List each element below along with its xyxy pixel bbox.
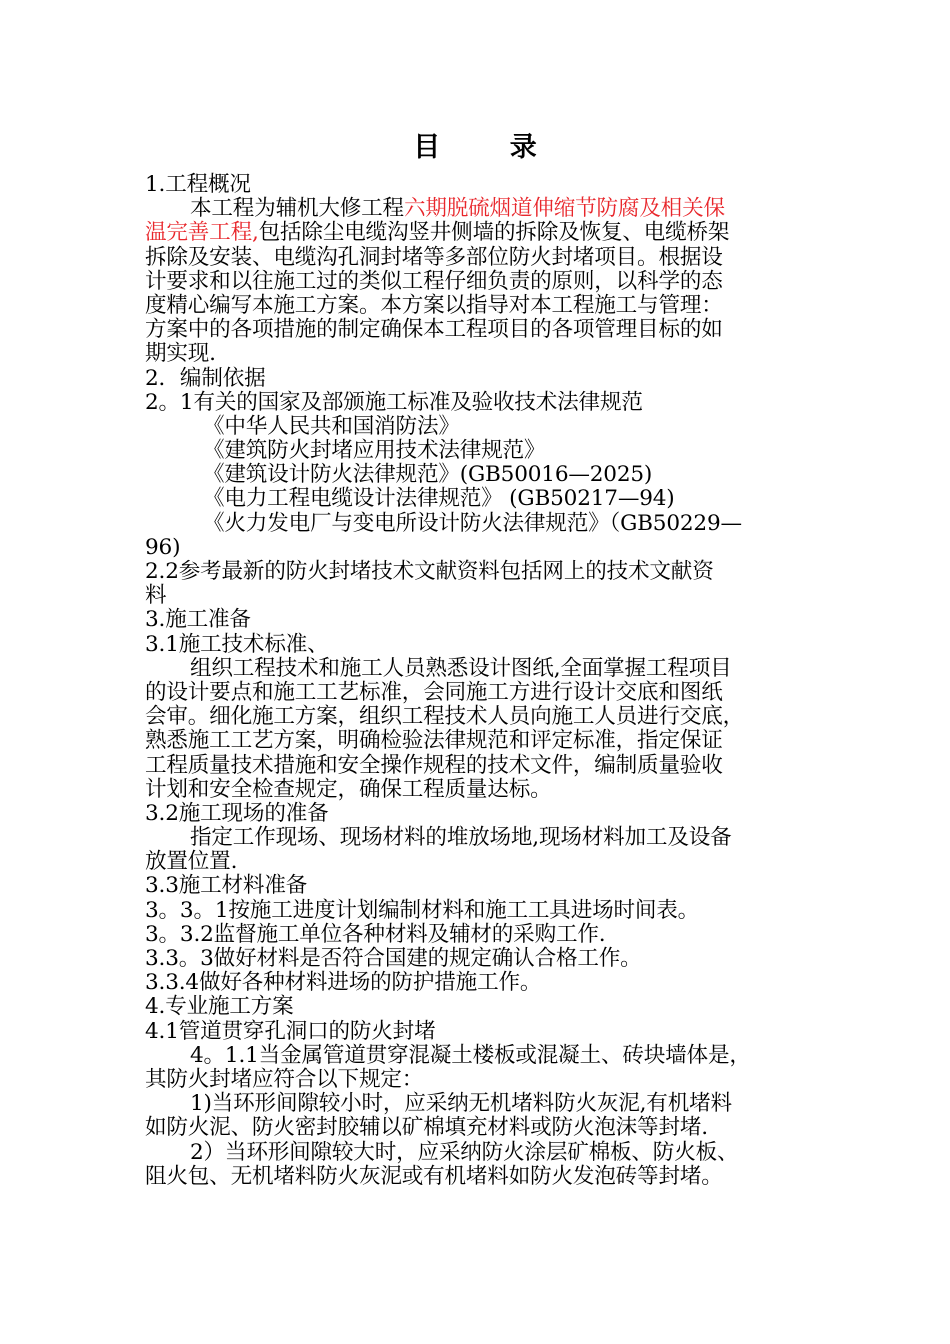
reference-item-continued: 96) [145, 534, 181, 560]
paragraph-line: 工程质量技术措施和安全操作规程的技术文件，编制质量验收 [145, 752, 723, 778]
paragraph-line: 放置位置. [145, 849, 238, 875]
paragraph-line [145, 197, 817, 221]
reference-item: 《建筑防火封堵应用技术法律规范》 [203, 438, 546, 464]
list-item: 1)当环形间隙较小时，应采纳无机堵料防火灰泥,有机堵料 [190, 1091, 732, 1117]
list-item: 3.3。3做好材料是否符合国建的规定确认合格工作。 [145, 946, 642, 971]
subsection-heading: 3.1施工技术标准、 [145, 631, 329, 657]
list-item-continued: 阻火包、无机堵料防火灰泥或有机堵料如防火发泡砖等封堵。 [145, 1163, 723, 1189]
page-title: 目 录 [413, 132, 567, 163]
section-heading: 3.施工准备 [145, 607, 251, 633]
paragraph-line: 度精心编写本施工方案。本方案以指导对本工程施工与管理： [145, 292, 723, 318]
list-item: 3.3.4做好各种材料进场的防护措施工作。 [145, 970, 542, 996]
subsection-heading: 3.2施工现场的准备 [145, 800, 329, 826]
paragraph-line: 的设计要点和施工工艺标准，会同施工方进行设计交底和图纸 [145, 679, 723, 705]
text-span: 本工程为辅机大修工程 [190, 196, 404, 222]
section-heading: 1.工程概况 [145, 172, 251, 197]
paragraph-line: 熟悉施工工艺方案，明确检验法律规范和评定标准，指定保证 [145, 728, 723, 754]
list-item: 3。3。1按施工进度计划编制材料和施工工具进场时间表。 [145, 897, 700, 923]
reference-item: 《中华人民共和国消防法》 [203, 413, 460, 439]
list-item: 3。3.2监督施工单位各种材料及辅材的采购工作. [145, 921, 606, 947]
highlight-text: 温完善工程, [145, 220, 259, 246]
paragraph-line: 其防火封堵应符合以下规定： [145, 1066, 424, 1092]
paragraph-line: 组织工程技术和施工人员熟悉设计图纸,全面掌握工程项目 [190, 655, 732, 681]
paragraph-line: 4。1.1当金属管道贯穿混凝土楼板或混凝土、砖块墙体是， [190, 1042, 751, 1068]
document-body [145, 173, 817, 1189]
paragraph-line: 方案中的各项措施的制定确保本工程项目的各项管理目标的如 [145, 317, 723, 343]
section-heading: 4.专业施工方案 [145, 994, 294, 1020]
paragraph-line: 计要求和以往施工过的类似工程仔细负责的原则，以科学的态 [145, 268, 723, 294]
list-item-continued: 如防火泥、防火密封胶辅以矿棉填充材料或防火泡沫等封堵. [145, 1115, 708, 1141]
reference-item: 《火力发电厂与变电所设计防火法律规范》（GB50229— [203, 510, 742, 536]
section-heading: 2．编制依据 [145, 365, 266, 391]
text-span: 包括除尘电缆沟竖井侧墙的拆除及恢复、电缆桥架 [258, 220, 730, 246]
reference-item: 《建筑设计防火法律规范》(GB50016—2025) [203, 462, 653, 488]
paragraph-line: 会审。细化施工方案，组织工程技术人员向施工人员进行交底， [145, 704, 745, 730]
paragraph-line: 期实现. [145, 341, 216, 367]
subsection-heading: 2。1有关的国家及部颁施工标准及验收技术法律规范 [145, 389, 643, 415]
highlight-text: 六期脱硫烟道伸缩节防腐及相关保 [403, 196, 725, 222]
paragraph-line: 指定工作现场、现场材料的堆放场地,现场材料加工及设备 [190, 825, 732, 851]
subsection-heading: 2.2参考最新的防火封堵技术文献资料包括网上的技术文献资 [145, 559, 714, 584]
subsection-heading: 3.3施工材料准备 [145, 873, 308, 899]
subsection-heading-continued: 料 [145, 583, 167, 609]
list-item: 2）当环形间隙较大时，应采纳防火涂层矿棉板、防火板、 [190, 1139, 739, 1165]
reference-item: 《电力工程电缆设计法律规范》 (GB50217—94) [203, 486, 675, 512]
paragraph-line: 拆除及安装、电缆沟孔洞封堵等多部位防火封堵项目。根据设 [145, 244, 723, 270]
paragraph-line [145, 221, 817, 245]
subsection-heading: 4.1管道贯穿孔洞口的防火封堵 [145, 1018, 436, 1044]
paragraph-line: 计划和安全检查规定，确保工程质量达标。 [145, 776, 552, 802]
